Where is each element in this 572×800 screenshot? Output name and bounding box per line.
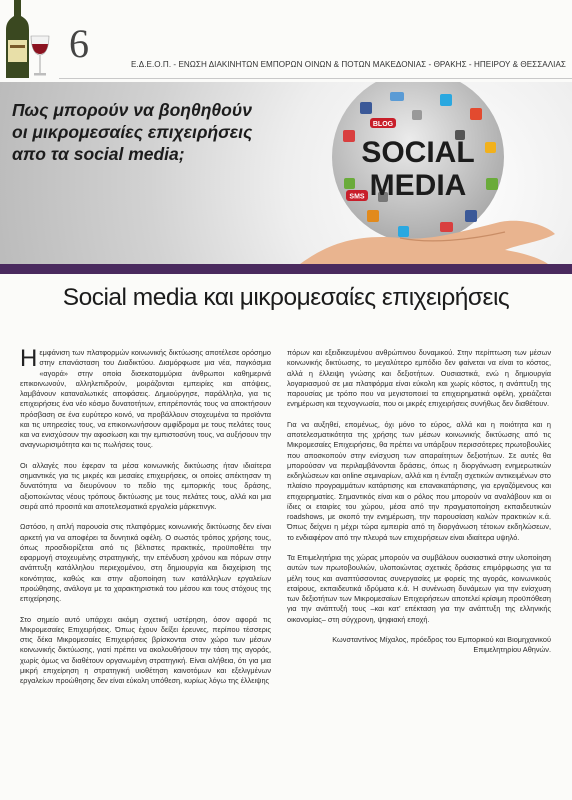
sms-badge-text: SMS	[349, 193, 365, 201]
article-headline: Social media και μικρομεσαίες επιχειρήσεις	[62, 284, 510, 311]
paragraph: Για να αυξηθεί, επομένως, όχι μόνο το εύρος, αλλά και η ποιότητα και η αποτελεσματικότητα της χρήσης των μέσων κοινωνικής δικτύωσης από τις Μικρομεσαίες Επιχειρήσεις, θα πρέπει να υπάρξουν περισσότερες πρωτοβουλίες που αποσκοπούν στην ενίσχυση των απαραίτητων δεξιοτήτων. Σε αυτές θα μπορούσαν να περιλαμβάνονται δράσεις, όπως η διοργάνωση ενημερωτικών εκδηλώσεων και online σεμιναρίων, αλλά και η ένταξη σχετικών αντικειμένων στο πλαίσιο προγραμμάτων κατάρτισης και επανακατάρτισης, για εργαζόμενους και επιχειρηματίες. Σημαντικός είναι και ο ρόλος που μπορούν να αναλάβουν και οι ίδιες οι εταιρίες του χώρου, μέσα από την πραγματοποίηση εκπαιδευτικών roadshows, με σκοπό την ενημέρωση, την παρουσίαση καλών πρακτικών κ.ά. Όπως δείχνει η μέχρι τώρα εμπειρία από τη διοργάνωση τέτοιων εκδηλώσεων, το ενδιαφέρον από την πλευρά των επιχειρήσεων είναι ιδιαίτερα υψηλό.	[287, 419, 551, 542]
page-header	[0, 0, 572, 82]
wine-bottle-glass-logo	[4, 0, 50, 78]
author-signature: Κωνσταντίνος Μίχαλος, πρόεδρος του Εμπορικού και Βιομηχανικού Επιμελητηρίου Αθηνών.	[332, 635, 551, 655]
drop-cap: Η	[20, 345, 38, 372]
banner-question-line: οι μικρομεσαίες επιχειρήσεις	[12, 122, 253, 142]
paragraph: Στο σημείο αυτό υπάρχει ακόμη σχετική υστέρηση, όσον αφορά τις Μικρομεσαίες Επιχειρήσεις. Όπως έχουν δείξει έρευνες, περίπου τέσσερις στις δέκα Μικρομεσαίες Επιχειρήσεις βρίσκονται στον χώρο των μέσων κοινωνικής δικτύωσης, γιατί πρέπει να ακολουθήσουν την τάση της αγοράς, χωρίς όμως να διαθέτουν οργανωμένη στρατηγική. Είναι αλήθεια, ότι για μια μικρή επιχείρηση η στρατηγική υιοθέτηση καινοτόμων και εξελιγμένων εργαλείων προώθησης δεν είναι εύκολη υπόθεση, κυρίως λόγω της έλλειψης	[20, 614, 271, 685]
paragraph: Τα Επιμελητήρια της χώρας μπορούν να συμβάλουν ουσιαστικά στην υλοποίηση αυτών των πρωτοβουλιών, υλοποιώντας σχετικές δράσεις επιμόρφωσης για τα μέλη τους και αναπτύσσοντας συνεργασίες με φορείς της αγοράς, κοινωνικούς εταίρους, εκπαιδευτικά ιδρύματα κ.ά. Η συνένωση δυνάμεων για την ενίσχυση των δεξιοτήτων των Μικρομεσαίων Επιχειρήσεων αποτελεί κρίσιμη προϋπόθεση για την ανάπτυξή τους –και κατ' επέκταση για την ανάπτυξη της ελληνικής οικονομίας– στη σύγχρονη, ψηφιακή εποχή.	[287, 553, 551, 624]
banner-question-line: απο τα social media;	[12, 144, 185, 164]
purple-divider-band	[0, 264, 572, 274]
paragraph: πόρων και εξειδικευμένου ανθρώπινου δυναμικού. Στην περίπτωση των μέσων κοινωνικής δικτύωσης, το μεγαλύτερο εμπόδιο δεν φαίνεται να είναι το κόστος, αλλά η έλλειψη γνώσης και δεξιοτήτων. Ουσιαστικά, ενώ η δημιουργία λογαριασμού σε μια πλατφόρμα είναι εύκολη και χωρίς κόστος, η ανάπτυξη της παρουσίας με τρόπο που να μεγιστοποιεί τα επιχειρηματικά οφέλη, χρειάζεται ενημέρωση και τεχνογνωσία, που οι μικρές επιχειρήσεις συνήθως δεν διαθέτουν.	[287, 348, 551, 409]
sphere-word-media: MEDIA	[369, 169, 467, 202]
banner-question-line: Πως μπορούν να βοηθηθούν	[12, 100, 252, 120]
paragraph-text: εμφάνιση των πλατφορμών κοινωνικής δικτύωσης αποτέλεσε ορόσημο στην επανάσταση του Διαδικτύου. Διαμόρφωσε μια νέα, παγκόσμια «αγορά» στην οποία δισεκατομμύρια άνθρωποι καθημερινά επικοινωνούν, αλληλεπιδρούν, μοιράζονται εμπειρίες και απόψεις, λαμβάνουν καταναλωτικές αποφάσεις. Δημιούργησε, παράλληλα, για τις επιχειρήσεις ένα νέο κόσμο δυνατοτήτων, επιτρέποντάς τους να αποκτήσουν πρόσβαση σε ένα ευρύτερο κοινό, να προβάλλουν στοχευμένα τα προϊόντα και τις υπηρεσίες τους, να επικοινωνήσουν αμφίδρομα με τους πελάτες τους και να ενισχύσουν την αφοσίωση και την εμπιστοσύνη τους, να αυξήσουν την αναγνωρισιμότητα και τις πωλήσεις τους.	[20, 348, 271, 450]
social-media-sphere-illustration	[0, 82, 572, 264]
running-title: Ε.Δ.Ε.Ο.Π. - ΕΝΩΣΗ ΔΙΑΚΙΝΗΤΩΝ ΕΜΠΟΡΩΝ ΟΙΝΩΝ & ΠΟΤΩΝ ΜΑΚΕΔΟΝΙΑΣ - ΘΡΑΚΗΣ - ΗΠΕΙΡΟΥ & ΘΕΣΣΑΛΙΑΣ	[131, 60, 566, 69]
header-rule	[59, 78, 572, 79]
article-column-left	[20, 345, 271, 697]
page-number: 6	[69, 21, 89, 66]
paragraph: Ωστόσο, η απλή παρουσία στις πλατφόρμες κοινωνικής δικτύωσης δεν είναι αρκετή για να αποφέρει τα δυνητικά οφέλη. Ο σωστός τρόπος χρήσης τους, όπως προσδιορίζεται από τις βέλτιστες πρακτικές, προϋποθέτει την εφαρμογή στοχευμένης στρατηγικής, την επένδυση χρόνου και πόρων στην ανάπτυξη κατάλληλου περιεχομένου, στη δημιουργία και διαχείριση της κοινότητας, καθώς και στην αξιοποίηση των κατάλληλων εργαλείων προώθησης, ανάλογα με τα χαρακτηριστικά του μέσου και τους στόχους της επιχείρησης.	[20, 522, 271, 603]
paragraph	[20, 345, 271, 451]
blog-badge-text: BLOG	[372, 121, 394, 128]
article-column-right	[287, 348, 551, 666]
sphere-word-social: SOCIAL	[361, 136, 475, 169]
paragraph: Οι αλλαγές που έφεραν τα μέσα κοινωνικής δικτύωσης ήταν ιδιαίτερα σημαντικές για τις μικρές και μεσαίες επιχειρήσεις, οι οποίες απέκτησαν τη δυνατότητα να διευρύνουν το πεδίο της εμπορικής τους δράσης, αξιοποιώντας νέους τρόπους δικτύωσης με τους πελάτες τους, αλλά και μια σειρά από προσιτά και αποτελεσματικά εργαλεία μάρκετινγκ.	[20, 460, 271, 511]
banner-image	[0, 82, 572, 264]
